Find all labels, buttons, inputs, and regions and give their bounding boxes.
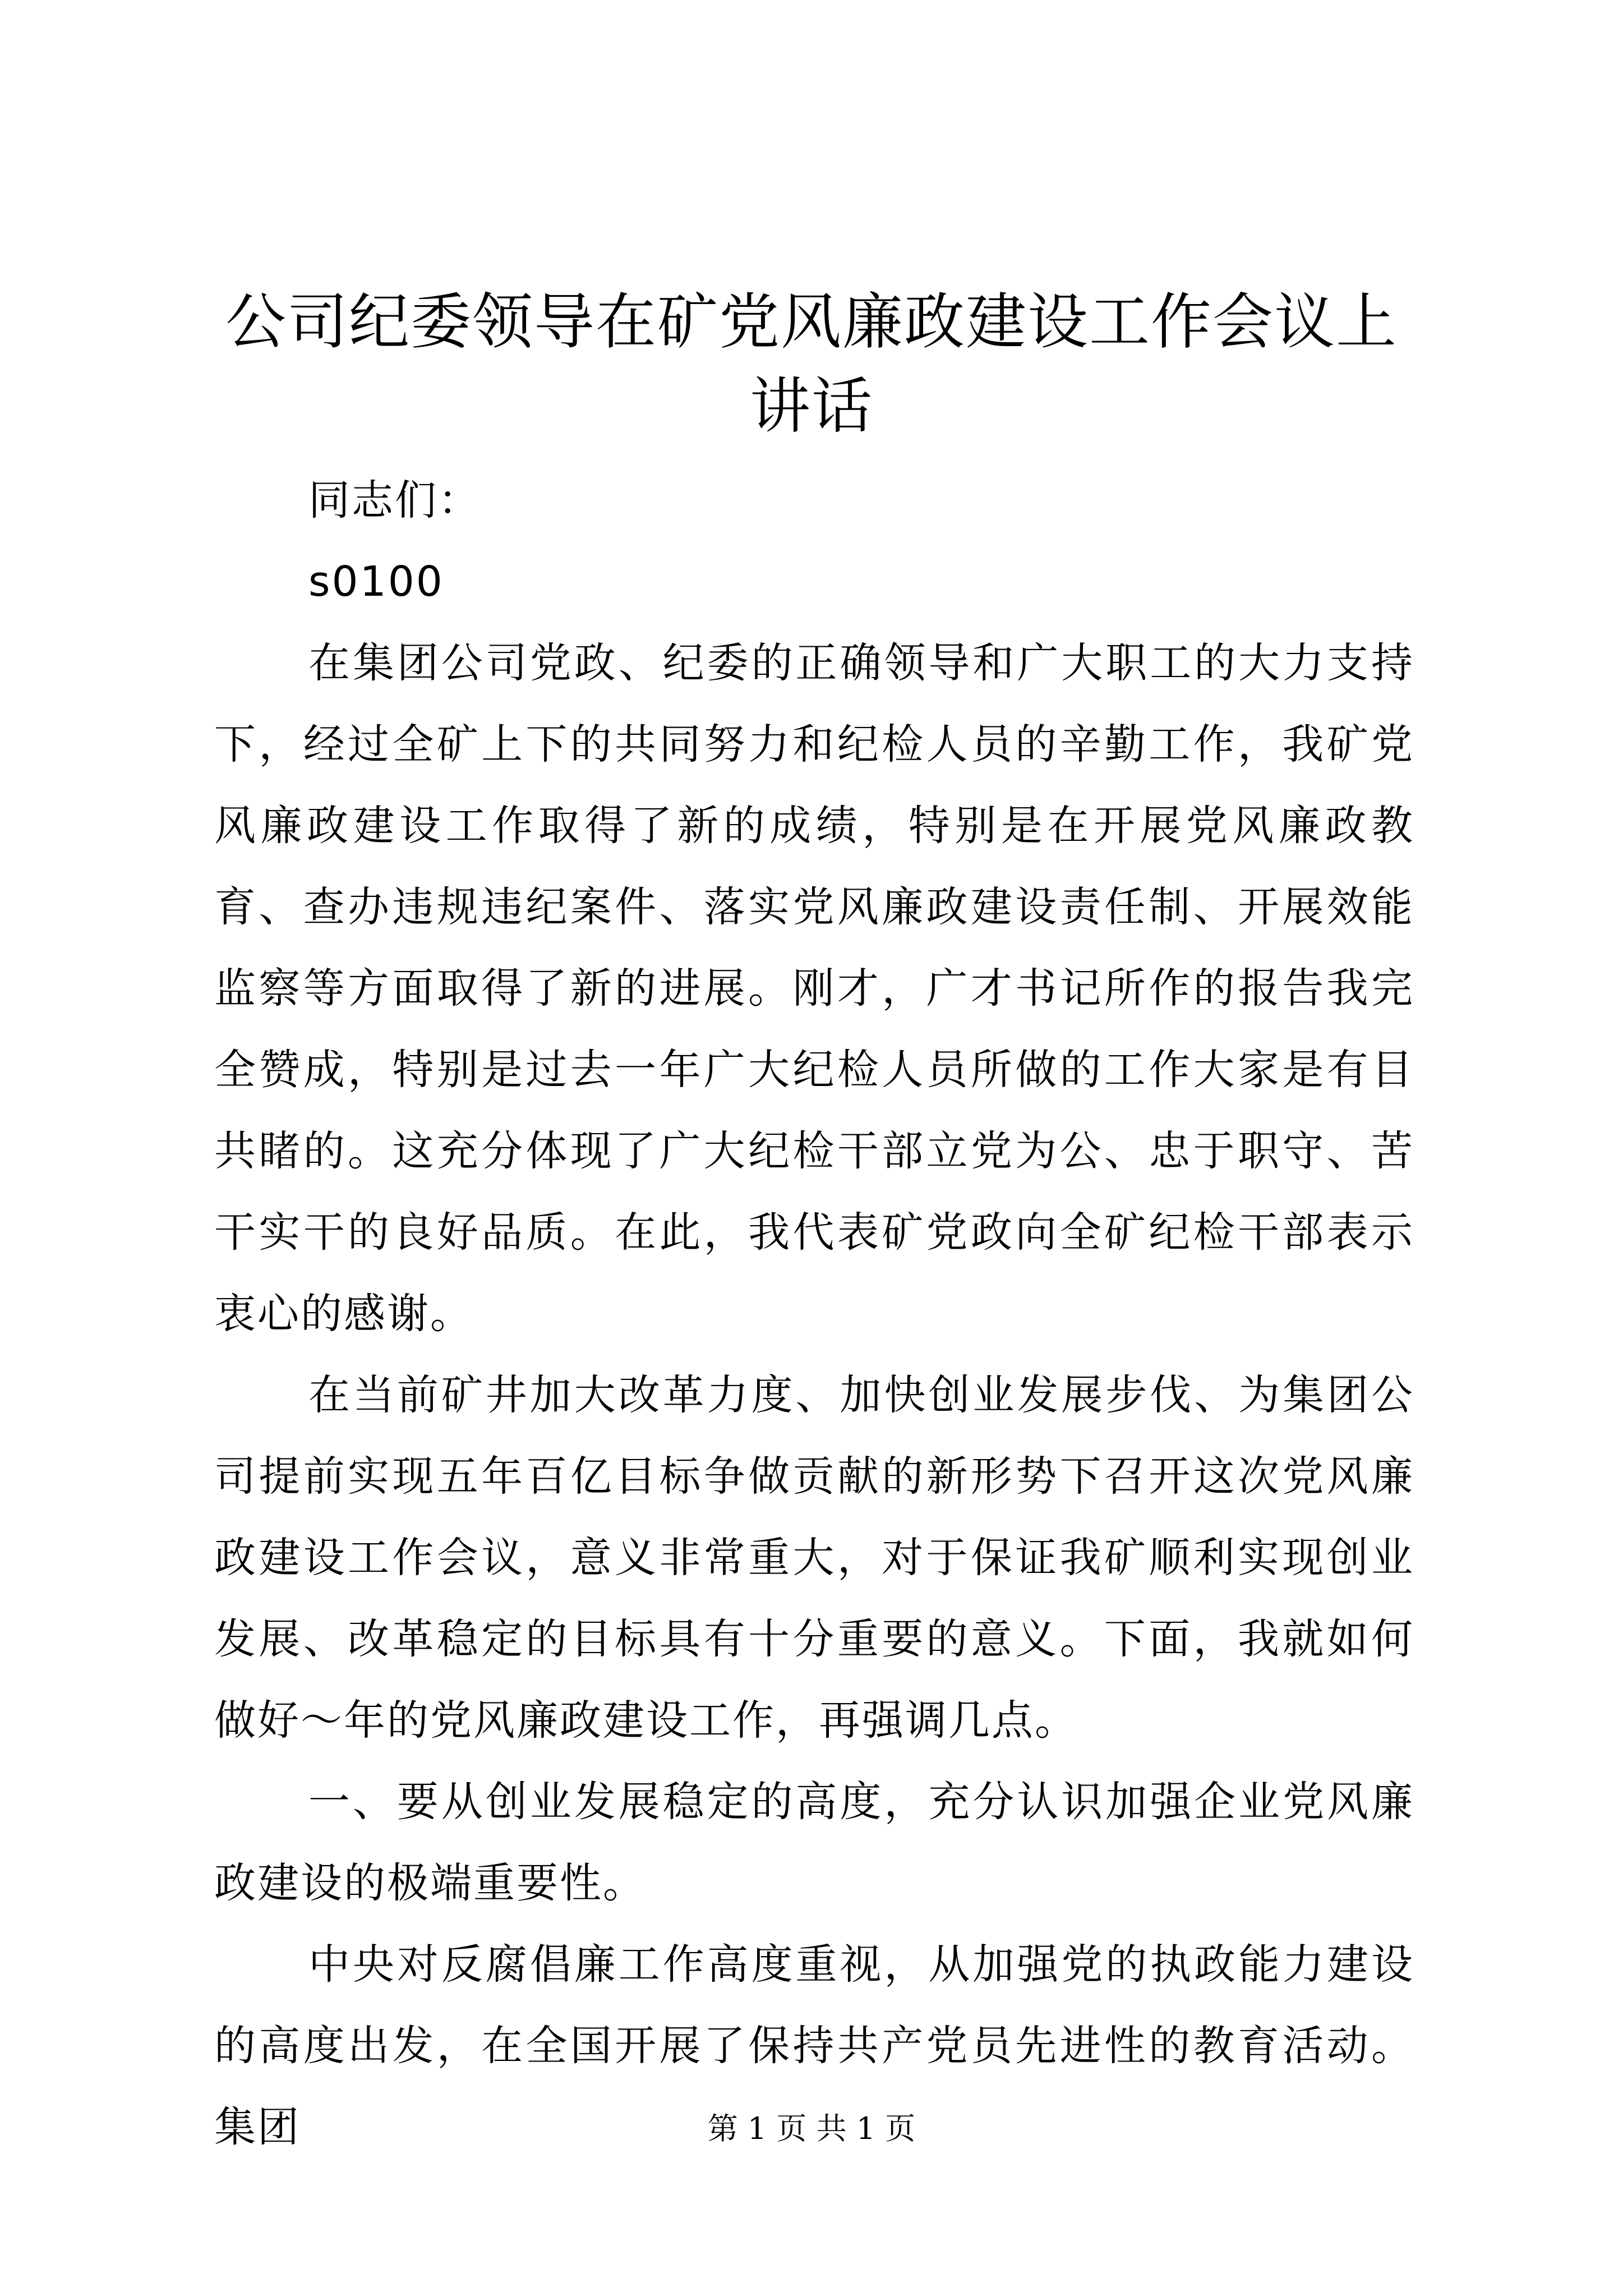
- paragraph-code: s0100: [308, 558, 444, 606]
- section-heading-1: 一、要从创业发展稳定的高度，充分认识加强企业党风廉政建设的极端重要性。: [214, 1778, 1414, 1907]
- paragraph-3: 中央对反腐倡廉工作高度重视，从加强党的执政能力建设的高度出发，在全国开展了保持共产党员先进性的教育活动。集团: [214, 1940, 1414, 2151]
- paragraph-salutation: 同志们：: [308, 476, 481, 524]
- document-body: [214, 460, 1414, 2168]
- paragraph-1: 在集团公司党政、纪委的正确领导和广大职工的大力支持下，经过全矿上下的共同努力和纪检人员的辛勤工作，我矿党风廉政建设工作取得了新的成绩，特别是在开展党风廉政教育、查办违规违纪案件、落实党风廉政建设责任制、开展效能监察等方面取得了新的进展。刚才，广才书记所作的报告我完全赞成，特别是过去一年广大纪检人员所做的工作大家是有目共睹的。这充分体现了广大纪检干部立党为公、忠于职守、苦干实干的良好品质。在此，我代表矿党政向全矿纪检干部表示衷心的感谢。: [214, 639, 1414, 1338]
- paragraph-2: 在当前矿井加大改革力度、加快创业发展步伐、为集团公司提前实现五年百亿目标争做贡献的新形势下召开这次党风廉政建设工作会议，意义非常重大，对于保证我矿顺利实现创业发展、改革稳定的目标具有十分重要的意义。下面，我就如何做好～年的党风廉政建设工作，再强调几点。: [214, 1371, 1414, 1745]
- document-title: 公司纪委领导在矿党风廉政建设工作会议上讲话: [225, 287, 1398, 441]
- page-footer: 第 1 页 共 1 页: [707, 2111, 916, 2146]
